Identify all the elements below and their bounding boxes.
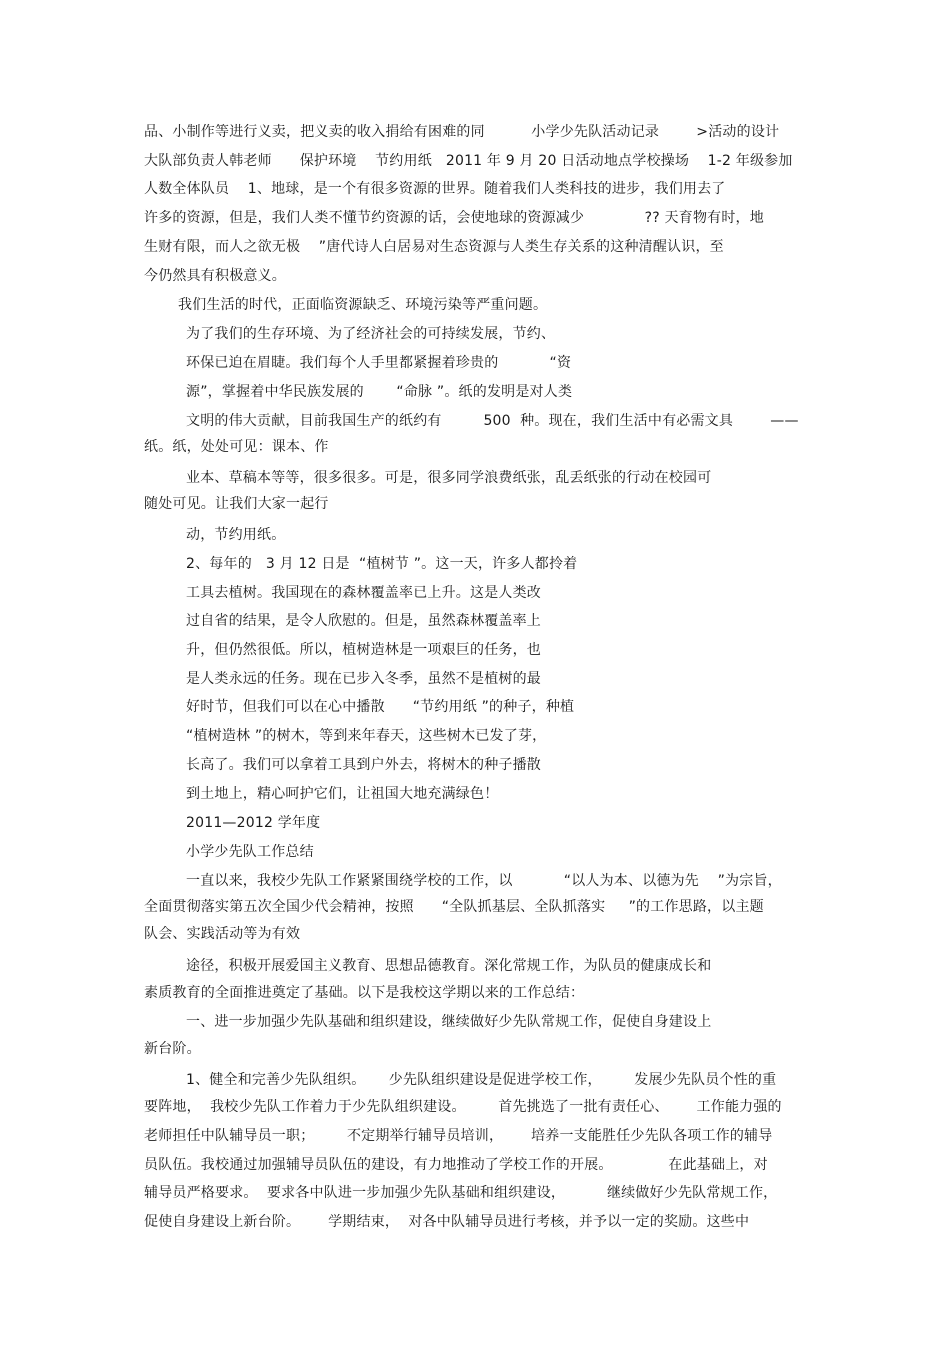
text-line: 品、小制作等进行义卖，把义卖的收入捐给有困难的同 小学少先队活动记录 >活动的设计 (144, 124, 780, 140)
text-line: 业本、草稿本等等，很多很多。可是，很多同学浪费纸张，乱丢纸张的行动在校园可 (186, 470, 712, 486)
text-line: 环保已迫在眉睫。我们每个人手里都紧握着珍贵的 “资 (186, 355, 572, 371)
text-line: 队会、实践活动等为有效 (144, 926, 301, 942)
text-line: 升，但仍然很低。所以，植树造林是一项艰巨的任务，也 (186, 642, 541, 658)
text-line: 好时节，但我们可以在心中播散 “节约用纸 ”的种子，种植 (186, 699, 575, 715)
text-line: 途径，积极开展爱国主义教育、思想品德教育。深化常规工作，为队员的健康成长和 (186, 958, 712, 974)
text-line: 新台阶。 (144, 1041, 201, 1057)
text-line: 我们生活的时代，正面临资源缺乏、环境污染等严重问题。 (178, 297, 548, 313)
text-line: 长高了。我们可以拿着工具到户外去，将树木的种子播散 (186, 757, 541, 773)
text-line: 文明的伟大贡献，目前我国生产的纸约有 500 种。现在，我们生活中有必需文具 —— (186, 413, 799, 429)
text-line: 要阵地， 我校少先队工作着力于少先队组织建设。 首先挑选了一批有责任心、 工作能力强的 (144, 1099, 782, 1115)
text-line: 人数全体队员 1、地球，是一个有很多资源的世界。随着我们人类科技的进步，我们用去了 (144, 181, 726, 197)
text-line: 2、每年的 3 月 12 日是 “植树节 ”。这一天，许多人都拎着 (186, 556, 578, 572)
text-line: 为了我们的生存环境、为了经济社会的可持续发展，节约、 (186, 326, 556, 342)
text-line: 促使自身建设上新台阶。 学期结束， 对各中队辅导员进行考核，并予以一定的奖励。这些中 (144, 1214, 750, 1230)
text-line: 素质教育的全面推进奠定了基础。以下是我校这学期以来的工作总结： (144, 985, 585, 1001)
text-line: 源”，掌握着中华民族发展的 “命脉 ”。纸的发明是对人类 (186, 384, 573, 400)
text-line: 老师担任中队辅导员一职； 不定期举行辅导员培训， 培养一支能胜任少先队各项工作的辅导 (144, 1128, 773, 1144)
text-line: 纸。纸，处处可见：课本、作 (144, 439, 329, 455)
section-heading: 2011—2012 学年度 (186, 815, 321, 831)
text-line: 生财有限，而人之欲无极 ”唐代诗人白居易对生态资源与人类生存关系的这种清醒认识，至 (144, 239, 724, 255)
text-line: 到土地上，精心呵护它们，让祖国大地充满绿色！ (186, 786, 499, 802)
text-line: 许多的资源，但是，我们人类不懂节约资源的话，会使地球的资源减少 ?? 天育物有时，地 (144, 210, 764, 226)
text-line: 是人类永远的任务。现在已步入冬季，虽然不是植树的最 (186, 671, 541, 687)
text-line: 工具去植树。我国现在的森林覆盖率已上升。这是人类改 (186, 585, 541, 601)
section-heading: 小学少先队工作总结 (186, 844, 314, 860)
text-line: 过自省的结果，是令人欣慰的。但是，虽然森林覆盖率上 (186, 613, 541, 629)
text-line: 辅导员严格要求。 要求各中队进一步加强少先队基础和组织建设， 继续做好少先队常规工作， (144, 1185, 778, 1201)
text-line: 1、健全和完善少先队组织。 少先队组织建设是促进学校工作， 发展少先队员个性的重 (186, 1072, 777, 1088)
text-line: 全面贯彻落实第五次全国少代会精神，按照 “全队抓基层、全队抓落实 ”的工作思路，以主题 (144, 899, 764, 915)
text-line: 随处可见。让我们大家一起行 (144, 496, 329, 512)
text-line: 一直以来，我校少先队工作紧紧围绕学校的工作，以 “以人为本、以德为先 ”为宗旨， (186, 873, 782, 889)
text-line: 大队部负责人韩老师 保护环境 节约用纸 2011 年 9 月 20 日活动地点学校操场 1-2 年级参加 (144, 153, 793, 169)
text-line: 今仍然具有积极意义。 (144, 268, 286, 284)
text-line: “植树造林 ”的树木，等到来年春天，这些树木已发了芽， (186, 728, 547, 744)
text-line: 一、进一步加强少先队基础和组织建设，继续做好少先队常规工作，促使自身建设上 (186, 1014, 712, 1030)
text-line: 动，节约用纸。 (186, 527, 286, 543)
text-line: 员队伍。我校通过加强辅导员队伍的建设，有力地推动了学校工作的开展。 在此基础上，对 (144, 1157, 768, 1173)
